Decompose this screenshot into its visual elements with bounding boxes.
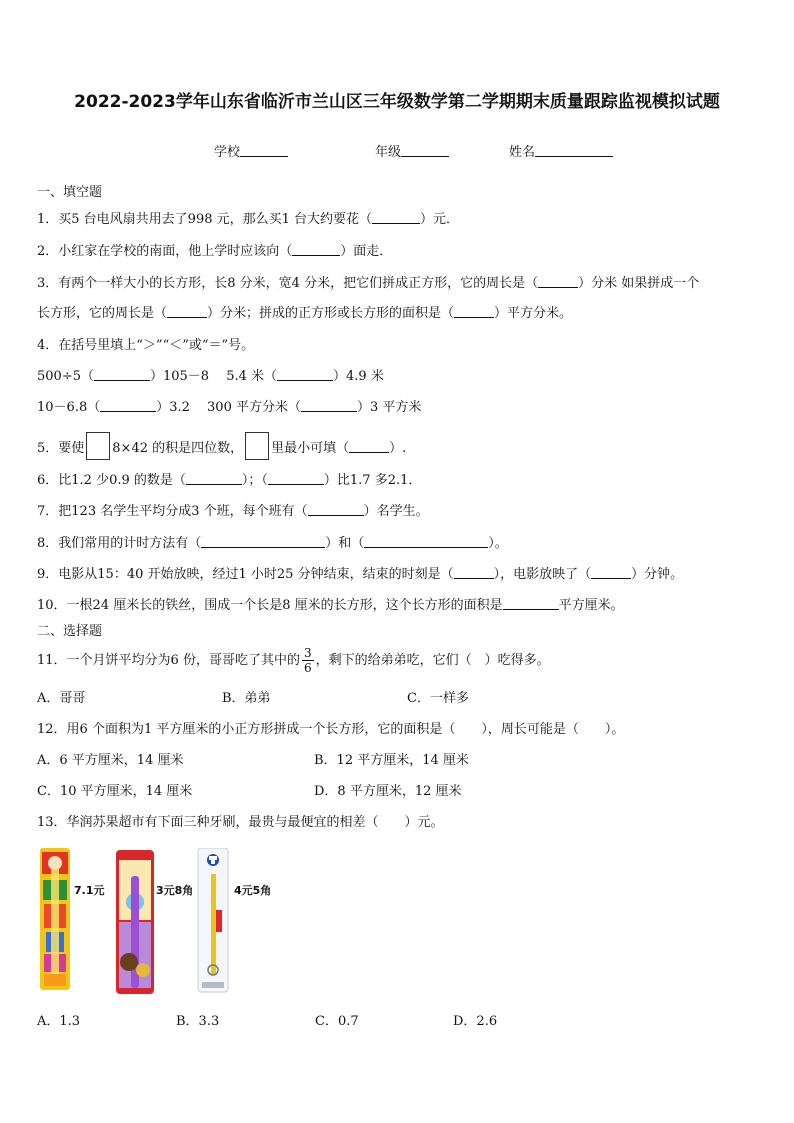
question-8-text-end: ）。 [488, 536, 508, 551]
question-3-text-3: ）分米；拼成的正方形或长方形的面积是（ [207, 306, 455, 321]
question-6-text: 6．比1.2 少0.9 的数是（ [37, 473, 186, 488]
question-5-text: 5．要使 [37, 441, 85, 456]
question-2-text-end: ）面走． [340, 244, 393, 259]
question-8-text-mid: ）和（ [325, 536, 365, 551]
fraction [302, 646, 314, 675]
q4-row2-text-mid: ）3.2 300 平方分米（ [156, 400, 301, 415]
q11-option-b[interactable]: B．弟弟 [222, 691, 271, 706]
q4-row2-text-end: ）3 平方米 [356, 400, 422, 415]
question-5 [37, 432, 406, 460]
answer-blank[interactable] [277, 368, 333, 381]
answer-blank[interactable] [268, 472, 324, 485]
question-10 [37, 594, 624, 613]
q4-row1-text: 500÷5（ [37, 369, 94, 384]
question-3 [37, 272, 699, 291]
answer-blank[interactable] [308, 503, 364, 516]
q12-option-a[interactable]: A．6 平方厘米，14 厘米 [37, 753, 184, 768]
question-9-text-mid: ），电影放映了（ [493, 567, 592, 582]
question-11 [37, 646, 550, 675]
question-3-text-mid: ）分米 如果拼成一个 [578, 276, 700, 291]
grade-blank[interactable] [401, 144, 449, 157]
q12-option-d[interactable]: D．8 平方厘米，12 厘米 [314, 784, 462, 799]
answer-blank[interactable] [503, 597, 559, 610]
fraction-numerator: 3 [303, 646, 312, 660]
question-8 [37, 532, 508, 551]
answer-blank[interactable] [94, 368, 150, 381]
question-5-text-mid: 8×42 的积是四位数， [112, 441, 244, 456]
grade-field [375, 141, 449, 160]
q13-option-c[interactable]: C．0.7 [315, 1014, 359, 1029]
question-2-text: 2．小红家在学校的南面，他上学时应该向（ [37, 244, 293, 259]
answer-blank[interactable] [186, 472, 242, 485]
q11-option-c[interactable]: C．一样多 [407, 691, 469, 706]
answer-blank[interactable] [364, 535, 488, 548]
school-blank[interactable] [240, 144, 288, 157]
section-choice-heading: 二、选择题 [37, 624, 103, 639]
school-field [214, 141, 288, 160]
q4-row2-text: 10－6.8（ [37, 400, 101, 415]
question-3-text-2: 长方形，它的周长是（ [37, 306, 168, 321]
q12-option-b[interactable]: B．12 平方厘米，14 厘米 [314, 753, 469, 768]
answer-blank[interactable] [538, 275, 578, 288]
q4-row1-text-mid: ）105－8 5.4 米（ [149, 369, 278, 384]
question-9 [37, 563, 683, 582]
fraction-denominator: 6 [303, 661, 312, 675]
answer-blank[interactable] [349, 440, 389, 453]
question-1-text: 1．买5 台电风扇共用去了998 元，那么买1 台大约要花（ [37, 212, 373, 227]
answer-blank[interactable] [167, 305, 207, 318]
question-7-text-end: ）名学生。 [363, 504, 429, 519]
question-4: 4．在括号里填上“＞”“＜”或“＝”号。 [37, 338, 255, 353]
grade-label: 年级 [375, 145, 402, 160]
q4-row1-text-end: ）4.9 米 [333, 369, 384, 384]
question-3-text: 3．有两个一样大小的长方形，长8 分米，宽4 分米，把它们拼成正方形，它的周长是（ [37, 276, 539, 291]
answer-blank[interactable] [454, 566, 494, 579]
question-8-text: 8．我们常用的计时方法有（ [37, 536, 202, 551]
answer-blank[interactable] [292, 243, 340, 256]
name-label: 姓名 [509, 145, 536, 160]
answer-blank[interactable] [201, 535, 325, 548]
answer-blank[interactable] [591, 566, 631, 579]
question-3-text-end: ）平方分米。 [494, 306, 573, 321]
q12-option-c[interactable]: C．10 平方厘米，14 厘米 [37, 784, 193, 799]
question-9-text-end: ）分钟。 [631, 567, 684, 582]
question-13: 13．华润苏果超市有下面三种牙刷，最贵与最便宜的相差（ ）元。 [37, 815, 444, 830]
school-label: 学校 [214, 145, 241, 160]
q13-option-a[interactable]: A．1.3 [37, 1014, 81, 1029]
digit-box[interactable] [245, 432, 269, 460]
question-1-text-end: ）元． [420, 212, 460, 227]
question-6 [37, 469, 421, 488]
question-10-text: 10．一根24 厘米长的铁丝，围成一个长是8 厘米的长方形，这个长方形的面积是 [37, 598, 503, 613]
section-fill-blank-heading: 一、填空题 [37, 185, 103, 200]
toothbrush-2-price: 3元8角 [156, 884, 194, 897]
answer-blank[interactable] [454, 305, 494, 318]
question-10-text-end: 平方厘米。 [558, 598, 624, 613]
toothbrush-1-price: 7.1元 [74, 884, 105, 897]
question-4-row-1 [37, 365, 384, 384]
question-11-text: 11．一个月饼平均分为6 份，哥哥吃了其中的 [37, 653, 300, 668]
question-3-line-2 [37, 302, 572, 321]
exam-title: 2022-2023学年山东省临沂市兰山区三年级数学第二学期期末质量跟踪监视模拟试题 [74, 92, 720, 112]
question-7-text: 7．把123 名学生平均分成3 个班，每个班有（ [37, 504, 308, 519]
question-9-text: 9．电影从15：40 开始放映，经过1 小时25 分钟结束，结束的时刻是（ [37, 567, 454, 582]
answer-blank[interactable] [100, 399, 156, 412]
name-field [509, 141, 613, 160]
question-4-row-2 [37, 396, 421, 415]
question-1 [37, 208, 459, 227]
question-6-text-mid: ）；（ [241, 473, 268, 488]
toothbrush-1-image [38, 848, 72, 996]
question-7 [37, 500, 429, 519]
q13-option-b[interactable]: B．3.3 [176, 1014, 220, 1029]
q13-option-d[interactable]: D．2.6 [453, 1014, 498, 1029]
q11-option-a[interactable]: A．哥哥 [37, 691, 86, 706]
toothbrush-3-image [196, 848, 230, 998]
question-12: 12．用6 个面积为1 平方厘米的小正方形拼成一个长方形，它的面积是（ ），周长可能是（ ）。 [37, 722, 625, 737]
digit-box[interactable] [86, 432, 110, 460]
question-5-text-end: ）. [389, 441, 407, 456]
name-blank[interactable] [535, 144, 613, 157]
toothbrush-3-price: 4元5角 [234, 884, 272, 897]
toothbrush-2-image [115, 850, 155, 1000]
question-5-text-mid2: 里最小可填（ [271, 441, 350, 456]
question-11-text-end: ，剩下的给弟弟吃，它们（ ）吃得多。 [315, 653, 550, 668]
question-6-text-end: ）比1.7 多2.1． [323, 473, 422, 488]
answer-blank[interactable] [301, 399, 357, 412]
question-2 [37, 240, 392, 259]
answer-blank[interactable] [372, 211, 420, 224]
